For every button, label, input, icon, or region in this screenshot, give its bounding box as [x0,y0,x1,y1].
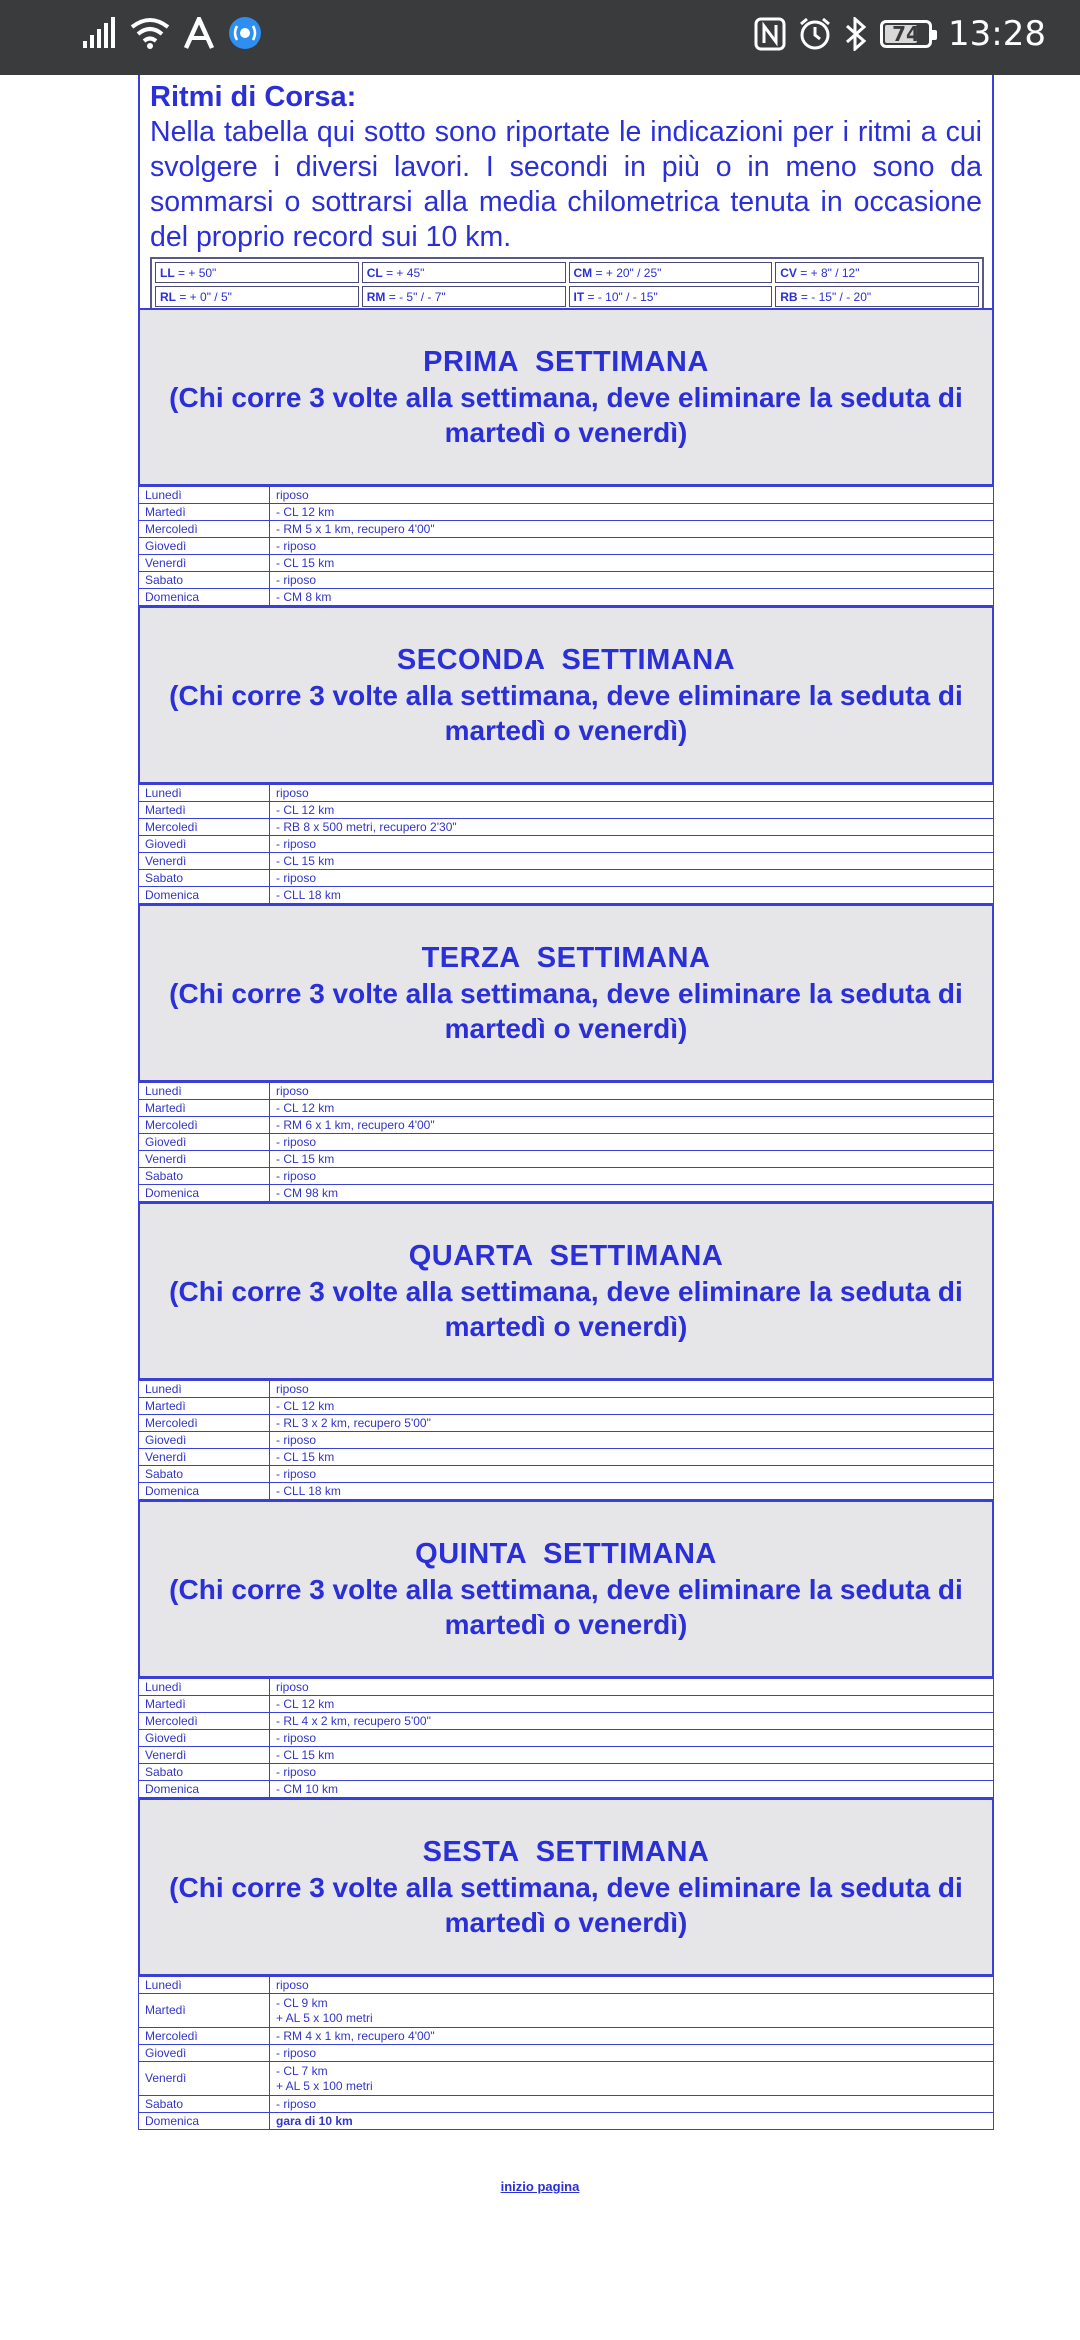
week-title: SECONDA SETTIMANA [396,644,736,676]
workout-cell [270,1151,994,1168]
workout-cell [270,2062,994,2096]
table-row [139,2113,994,2130]
workout-line: - riposo [276,2045,317,2060]
pace-cell: IT = - 10" / - 15" [569,286,773,307]
workout-cell [270,1449,994,1466]
a-icon [184,17,214,49]
day-cell: Venerdì [139,1449,270,1466]
table-row [139,1483,994,1500]
workout-cell [270,1994,994,2028]
week-title: PRIMA SETTIMANA [423,346,709,378]
workout-cell [270,1185,994,1202]
workout-cell [270,819,994,836]
workout-line: - CM 10 km [276,1781,339,1796]
table-row [139,1449,994,1466]
workout-line: riposo [276,1381,309,1396]
workout-cell [270,1100,994,1117]
table-row [139,1713,994,1730]
workout-cell [270,1134,994,1151]
battery-icon [880,20,932,48]
day-cell: Sabato [139,572,270,589]
week-title: TERZA SETTIMANA [421,942,711,974]
paces-row [155,286,979,307]
day-cell: Giovedì [139,1134,270,1151]
workout-cell [270,836,994,853]
workout-cell [270,887,994,904]
workout-cell [270,1466,994,1483]
workout-line: - CL 15 km [276,1151,335,1166]
workout-line: - RB 8 x 500 metri, recupero 2'30" [276,819,457,834]
table-row [139,1185,994,1202]
week-title: QUARTA SETTIMANA [408,1240,724,1272]
week-note: (Chi corre 3 volte alla settimana, deve eliminare la seduta di martedì o venerdì) [169,680,963,746]
week-schedule-table [138,1082,994,1202]
table-row [139,1398,994,1415]
radar-icon [228,16,262,50]
table-row [139,1977,994,1994]
week-schedule-table [138,1380,994,1500]
table-row [139,1134,994,1151]
workout-cell [270,1117,994,1134]
workout-cell [270,785,994,802]
workout-line: riposo [276,1679,309,1694]
pace-cell: CM = + 20" / 25" [569,262,773,283]
week-note: (Chi corre 3 volte alla settimana, deve eliminare la seduta di martedì o venerdì) [169,1276,963,1342]
day-cell: Domenica [139,2113,270,2130]
table-row [139,1764,994,1781]
workout-cell [270,1483,994,1500]
workout-line: riposo [276,487,309,502]
workout-line: - CL 15 km [276,1449,335,1464]
week-header [138,606,994,784]
week-schedule-table [138,784,994,904]
pace-cell: CV = + 8" / 12" [775,262,979,283]
pace-cell: RB = - 15" / - 20" [775,286,979,307]
workout-line: - RM 5 x 1 km, recupero 4'00" [276,521,435,536]
day-cell: Lunedì [139,785,270,802]
day-cell: Venerdì [139,555,270,572]
day-cell: Mercoledì [139,2028,270,2045]
week-note: (Chi corre 3 volte alla settimana, deve eliminare la seduta di martedì o venerdì) [169,1574,963,1640]
day-cell: Venerdì [139,1151,270,1168]
day-cell: Martedì [139,1100,270,1117]
status-time: 13:28 [948,14,1046,54]
pace-cell: LL = + 50" [155,262,359,283]
table-row [139,1432,994,1449]
day-cell: Giovedì [139,1432,270,1449]
paces-row [155,262,979,283]
day-cell: Sabato [139,1466,270,1483]
table-row [139,802,994,819]
day-cell: Domenica [139,1781,270,1798]
back-to-top-link[interactable]: inizio pagina [500,2179,580,2194]
week-note: (Chi corre 3 volte alla settimana, deve eliminare la seduta di martedì o venerdì) [169,382,963,448]
day-cell: Mercoledì [139,1117,270,1134]
table-row [139,504,994,521]
workout-line: - riposo [276,1730,317,1745]
day-cell: Lunedì [139,1679,270,1696]
workout-line: - RM 4 x 1 km, recupero 4'00" [276,2028,435,2043]
day-cell: Mercoledì [139,1415,270,1432]
workout-line: riposo [276,1083,309,1098]
workout-cell [270,555,994,572]
alarm-icon [798,17,832,51]
day-cell: Sabato [139,1764,270,1781]
week-schedule-table [138,1976,994,2130]
workout-line: gara di 10 km [276,2113,353,2128]
table-row [139,853,994,870]
content-column [138,75,994,2130]
table-row [139,589,994,606]
workout-cell [270,1730,994,1747]
day-cell: Giovedì [139,538,270,555]
day-cell: Giovedì [139,2045,270,2062]
pace-cell: RM = - 5" / - 7" [362,286,566,307]
workout-cell [270,1168,994,1185]
workout-line: - riposo [276,870,317,885]
table-row [139,1381,994,1398]
signal-icon [82,17,116,49]
day-cell: Giovedì [139,836,270,853]
workout-cell [270,521,994,538]
workout-cell [270,870,994,887]
workout-line: - CL 12 km [276,802,335,817]
status-left-icons [82,16,262,50]
workout-line: - CL 12 km [276,504,335,519]
status-bar [0,0,1080,75]
week-note: (Chi corre 3 volte alla settimana, deve eliminare la seduta di martedì o venerdì) [169,1872,963,1938]
table-row [139,785,994,802]
table-row [139,1083,994,1100]
workout-line: + AL 5 x 100 metri [276,2078,373,2093]
table-row [139,1696,994,1713]
workout-line: - RL 4 x 2 km, recupero 5'00" [276,1713,431,1728]
week-header [138,904,994,1082]
paces-description: Nella tabella qui sotto sono riportate le indicazioni per i ritmi a cui svolgere i diversi lavori. I secondi in più o in meno sono da sommarsi o sottrarsi alla media chilometrica tenuta in occasione del proprio record sui 10 km. [150,116,982,253]
day-cell: Martedì [139,1994,270,2028]
wifi-icon [130,17,170,49]
workout-cell [270,1713,994,1730]
table-row [139,521,994,538]
table-row [139,1100,994,1117]
table-row [139,1168,994,1185]
workout-line: - RL 3 x 2 km, recupero 5'00" [276,1415,431,1430]
workout-cell [270,2045,994,2062]
day-cell: Martedì [139,802,270,819]
table-row [139,1466,994,1483]
week-note: (Chi corre 3 volte alla settimana, deve eliminare la seduta di martedì o venerdì) [169,978,963,1044]
workout-cell [270,589,994,606]
table-row [139,1151,994,1168]
workout-cell [270,1977,994,1994]
workout-line: riposo [276,785,309,800]
workout-line: - CL 12 km [276,1696,335,1711]
day-cell: Martedì [139,504,270,521]
workout-line: - riposo [276,1764,317,1779]
day-cell: Venerdì [139,2062,270,2096]
workout-line: - CM 98 km [276,1185,339,1200]
week-schedule-table [138,1678,994,1798]
battery-level: 74 [892,22,920,46]
day-cell: Mercoledì [139,819,270,836]
workout-cell [270,572,994,589]
workout-line: - CL 15 km [276,555,335,570]
table-row [139,1747,994,1764]
workout-line: - CL 9 km [276,1995,328,2010]
table-row [139,1117,994,1134]
workout-line: - RM 6 x 1 km, recupero 4'00" [276,1117,435,1132]
workout-cell [270,2028,994,2045]
table-row [139,819,994,836]
week-header [138,1500,994,1678]
week-header [138,308,994,486]
paces-intro [138,75,994,308]
day-cell: Giovedì [139,1730,270,1747]
paces-table [150,257,984,312]
workout-cell [270,1432,994,1449]
workout-line: - riposo [276,836,317,851]
table-row [139,1679,994,1696]
workout-cell [270,1764,994,1781]
day-cell: Mercoledì [139,1713,270,1730]
week-title: QUINTA SETTIMANA [415,1538,717,1570]
table-row [139,887,994,904]
workout-line: - CLL 18 km [276,1483,341,1498]
workout-cell [270,487,994,504]
day-cell: Lunedì [139,487,270,504]
workout-line: - riposo [276,1466,317,1481]
day-cell: Sabato [139,1168,270,1185]
weeks-container [138,308,994,2130]
workout-cell [270,853,994,870]
workout-line: - riposo [276,572,317,587]
week-schedule-table [138,486,994,606]
day-cell: Sabato [139,870,270,887]
day-cell: Venerdì [139,1747,270,1764]
workout-cell [270,802,994,819]
workout-cell [270,1679,994,1696]
table-row [139,487,994,504]
workout-cell [270,1398,994,1415]
status-right-icons [754,14,1046,54]
table-row [139,2096,994,2113]
table-row [139,836,994,853]
table-row [139,2062,994,2096]
table-row [139,538,994,555]
workout-line: - CL 12 km [276,1100,335,1115]
bluetooth-icon [844,17,868,51]
day-cell: Venerdì [139,853,270,870]
paces-title: Ritmi di Corsa: [150,81,357,113]
day-cell: Domenica [139,589,270,606]
table-row [139,1415,994,1432]
day-cell: Domenica [139,1483,270,1500]
day-cell: Mercoledì [139,521,270,538]
table-row [139,1781,994,1798]
workout-line: - CM 8 km [276,589,332,604]
table-row [139,555,994,572]
table-row [139,870,994,887]
workout-line: - riposo [276,538,317,553]
workout-line: - CL 7 km [276,2063,328,2078]
week-header [138,1202,994,1380]
workout-line: - riposo [276,1168,317,1183]
day-cell: Domenica [139,1185,270,1202]
workout-line: - riposo [276,2096,317,2111]
pace-cell: RL = + 0" / 5" [155,286,359,307]
workout-cell [270,538,994,555]
table-row [139,2028,994,2045]
table-row [139,2045,994,2062]
workout-line: - CL 15 km [276,853,335,868]
day-cell: Lunedì [139,1977,270,1994]
workout-cell [270,504,994,521]
workout-line: - riposo [276,1134,317,1149]
table-row [139,572,994,589]
day-cell: Lunedì [139,1381,270,1398]
day-cell: Sabato [139,2096,270,2113]
workout-line: - CL 15 km [276,1747,335,1762]
workout-cell [270,1415,994,1432]
day-cell: Lunedì [139,1083,270,1100]
pace-cell: CL = + 45" [362,262,566,283]
workout-line: - riposo [276,1432,317,1447]
workout-line: riposo [276,1977,309,1992]
day-cell: Martedì [139,1696,270,1713]
workout-line: - CLL 18 km [276,887,341,902]
workout-cell [270,1381,994,1398]
week-title: SESTA SETTIMANA [422,1836,710,1868]
table-row [139,1730,994,1747]
day-cell: Domenica [139,887,270,904]
workout-cell [270,1696,994,1713]
workout-line: + AL 5 x 100 metri [276,2010,373,2025]
day-cell: Martedì [139,1398,270,1415]
table-row [139,1994,994,2028]
workout-cell [270,2096,994,2113]
workout-cell [270,1083,994,1100]
nfc-icon [754,17,786,51]
workout-cell [270,1747,994,1764]
workout-line: - CL 12 km [276,1398,335,1413]
workout-cell [270,1781,994,1798]
week-header [138,1798,994,1976]
workout-cell [270,2113,994,2130]
